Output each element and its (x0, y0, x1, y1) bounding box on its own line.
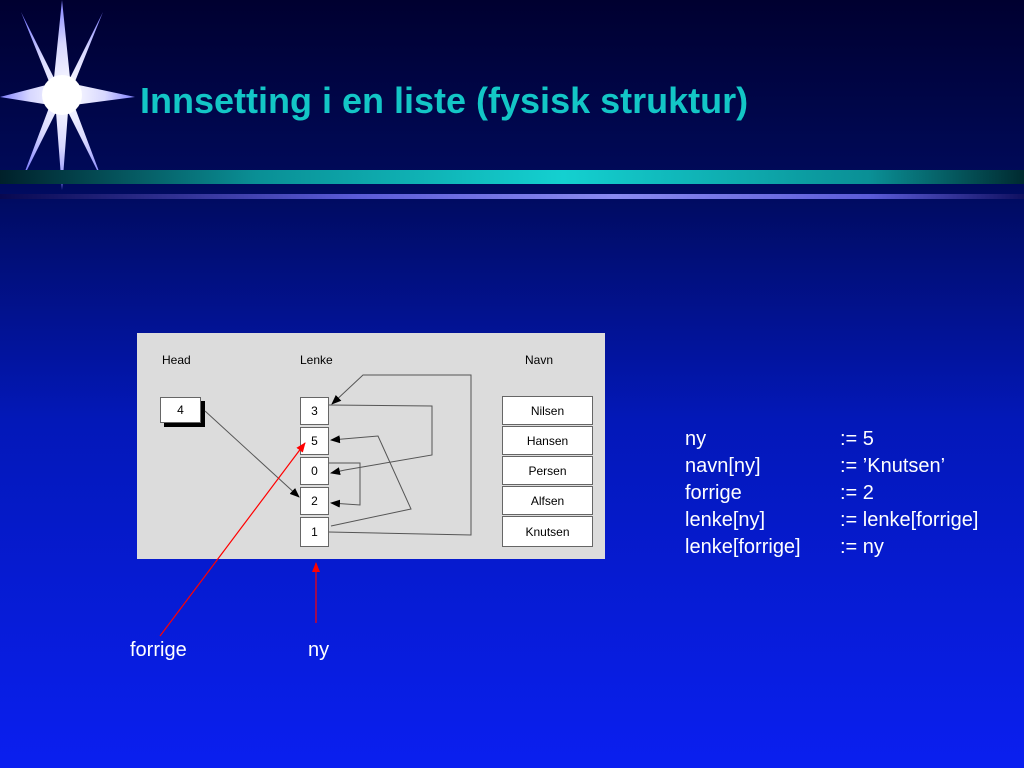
code-line (685, 453, 978, 480)
code-lhs: lenke[forrige] (685, 536, 801, 558)
lenke-cell: 0 (300, 457, 329, 485)
code-rhs: := 2 (840, 482, 874, 504)
ny-label: ny (308, 639, 330, 661)
code-rhs: := lenke[forrige] (840, 509, 979, 531)
code-line (685, 426, 978, 453)
navn-cell: Alfsen (502, 486, 593, 515)
forrige-label: forrige (130, 639, 187, 661)
lenke-cell: 1 (300, 517, 329, 547)
code-rhs: := ’Knutsen’ (840, 455, 946, 477)
head-link-arrow (205, 411, 299, 497)
navn-cell: Hansen (502, 426, 593, 455)
link-arrow (329, 463, 360, 505)
navn-cell: Knutsen (502, 516, 593, 547)
code-rhs: := ny (840, 536, 884, 558)
lenke-cell: 2 (300, 487, 329, 515)
code-lhs: ny (685, 428, 707, 450)
head-label: Head (162, 353, 191, 367)
code-block (685, 426, 978, 561)
code-line (685, 534, 978, 561)
code-lhs: forrige (685, 482, 742, 504)
code-rhs: := 5 (840, 428, 874, 450)
navn-cell: Persen (502, 456, 593, 485)
navn-label: Navn (525, 353, 554, 367)
navn-cell: Nilsen (502, 396, 593, 425)
code-line (685, 507, 978, 534)
code-lhs: navn[ny] (685, 455, 761, 477)
lenke-cell: 5 (300, 427, 329, 455)
link-arrow (331, 436, 411, 526)
head-cell: 4 (160, 397, 201, 423)
forrige-pointer-arrow (160, 443, 305, 636)
lenke-label: Lenke (300, 353, 333, 367)
slide-title: Innsetting i en liste (fysisk struktur) (140, 80, 749, 121)
code-lhs: lenke[ny] (685, 509, 766, 531)
code-line (685, 480, 978, 507)
lenke-cell: 3 (300, 397, 329, 425)
